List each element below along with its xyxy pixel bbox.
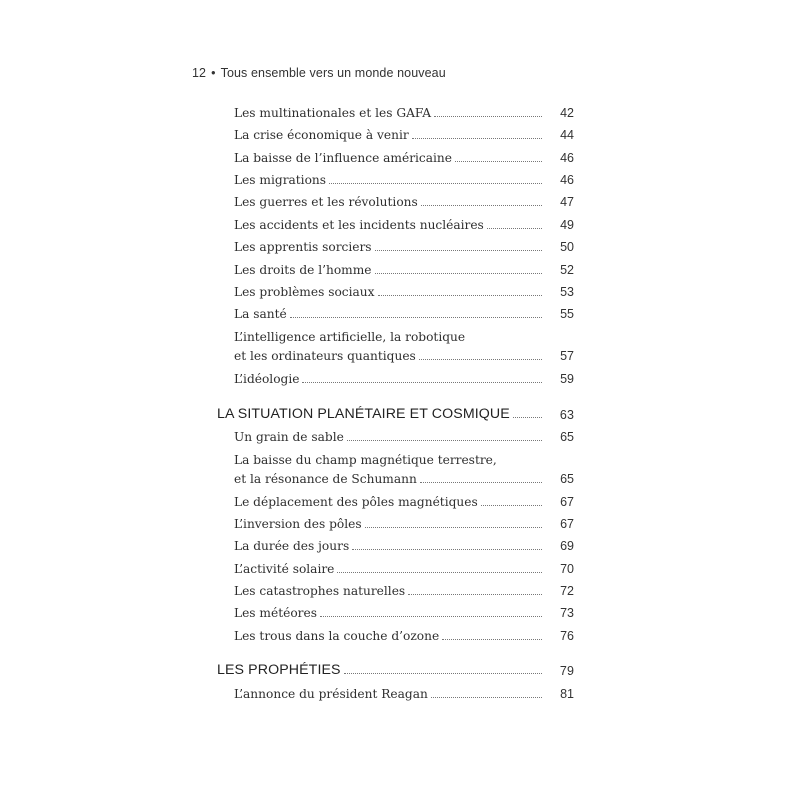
dot-leader [419, 359, 542, 360]
toc-entry-label: Les météores [234, 606, 317, 620]
toc-entry-page: 73 [560, 606, 574, 620]
dot-leader [421, 205, 542, 206]
dot-leader [481, 505, 542, 506]
dot-leader [329, 183, 542, 184]
toc-entry-page: 57 [560, 349, 574, 363]
toc-entry [234, 240, 574, 254]
dot-leader [434, 116, 542, 117]
toc-entry-page: 42 [560, 106, 574, 120]
toc-entry-page: 47 [560, 195, 574, 209]
toc-entry [234, 517, 574, 531]
dot-leader [378, 295, 542, 296]
toc-entry-page: 72 [560, 584, 574, 598]
dot-leader [375, 250, 542, 251]
toc-entry-page: 67 [560, 495, 574, 509]
toc-entry-label: Les migrations [234, 173, 327, 187]
toc-entry [234, 372, 574, 386]
toc-entry-label: Les problèmes sociaux [234, 285, 375, 299]
dot-leader [420, 482, 542, 483]
toc-entry [234, 285, 574, 299]
dot-leader [513, 417, 542, 418]
dot-leader [431, 697, 542, 698]
toc-section-heading [217, 406, 574, 422]
toc-entry-page: 53 [560, 285, 574, 299]
toc-entry [234, 495, 574, 509]
toc-entry-page: 50 [560, 240, 574, 254]
toc-entry-label: Les droits de l’homme [234, 263, 372, 277]
dot-leader [455, 161, 542, 162]
toc-entry [234, 562, 574, 576]
toc-entry [234, 173, 574, 187]
toc-entry [234, 151, 574, 165]
toc-entry-page: 76 [560, 629, 574, 643]
toc-entry [234, 430, 574, 444]
toc-entry-label-line1: L’intelligence artificielle, la robotique [234, 330, 466, 344]
toc-entry [234, 218, 574, 232]
toc-entry [234, 584, 574, 598]
section-page: 63 [559, 408, 574, 422]
dot-leader [337, 572, 542, 573]
header-separator: • [211, 66, 216, 80]
toc-entry-label: Un grain de sable [234, 430, 344, 444]
section-title: LA SITUATION PLANÉTAIRE ET COSMIQUE [217, 406, 510, 422]
toc-entry-page: 49 [560, 218, 574, 232]
toc-entry-label: La durée des jours [234, 539, 350, 553]
toc-entry-page: 59 [560, 372, 574, 386]
toc-section-heading [217, 662, 574, 678]
toc-entry-label: La baisse de l’influence américaine [234, 151, 452, 165]
toc-entry-page: 65 [560, 430, 574, 444]
toc-entry-label: L’inversion des pôles [234, 517, 362, 531]
dot-leader [487, 228, 542, 229]
toc-entry-label: Le déplacement des pôles magnétiques [234, 495, 478, 509]
page-number: 12 [192, 66, 207, 80]
toc-entry-page: 70 [560, 562, 574, 576]
toc-entry-label: Les guerres et les révolutions [234, 195, 418, 209]
toc-entry-label: La crise économique à venir [234, 128, 409, 142]
toc-entry-page: 81 [560, 687, 574, 701]
toc-entry [234, 106, 574, 120]
dot-leader [412, 138, 542, 139]
toc-entry [234, 687, 574, 701]
toc-entry-label-line2: et la résonance de Schumann [234, 472, 417, 486]
toc-entry [234, 263, 574, 277]
dot-leader [290, 317, 542, 318]
toc-entry-label-line1: La baisse du champ magnétique terrestre, [234, 453, 497, 467]
dot-leader [344, 673, 542, 674]
toc-entry-multiline [234, 330, 574, 363]
toc-entry-page: 46 [560, 173, 574, 187]
dot-leader [347, 440, 542, 441]
dot-leader [365, 527, 542, 528]
dot-leader [408, 594, 542, 595]
toc-entry [234, 195, 574, 209]
toc-entry-page: 55 [560, 307, 574, 321]
toc-entry [234, 539, 574, 553]
toc-entry-multiline [234, 453, 574, 486]
section-page: 79 [559, 664, 574, 678]
toc-entry-label: Les accidents et les incidents nucléaires [234, 218, 484, 232]
toc-entry-page: 69 [560, 539, 574, 553]
dot-leader [302, 382, 542, 383]
toc-entry-label: L’annonce du président Reagan [234, 687, 428, 701]
toc-entry-label: Les multinationales et les GAFA [234, 106, 432, 120]
dot-leader [320, 616, 542, 617]
toc-entry-label: Les trous dans la couche d’ozone [234, 629, 440, 643]
toc-entry-label: L’activité solaire [234, 562, 335, 576]
toc-entry [234, 307, 574, 321]
toc-entry [234, 128, 574, 142]
dot-leader [442, 639, 542, 640]
toc-entry-label-line2: et les ordinateurs quantiques [234, 349, 416, 363]
toc-entry-label: L’idéologie [234, 372, 300, 386]
toc-entry-label: Les catastrophes naturelles [234, 584, 406, 598]
toc-entry [234, 629, 574, 643]
dot-leader [352, 549, 542, 550]
toc-entry-page: 44 [560, 128, 574, 142]
toc-entry-label: Les apprentis sorciers [234, 240, 372, 254]
toc-entry-page: 46 [560, 151, 574, 165]
dot-leader [375, 273, 543, 274]
toc-entry-page: 52 [560, 263, 574, 277]
book-title: Tous ensemble vers un monde nouveau [220, 66, 446, 80]
toc-entry-label: La santé [234, 307, 287, 321]
toc-entry-page: 67 [560, 517, 574, 531]
toc-entry-page: 65 [560, 472, 574, 486]
toc-entry [234, 606, 574, 620]
section-title: LES PROPHÉTIES [217, 662, 341, 678]
